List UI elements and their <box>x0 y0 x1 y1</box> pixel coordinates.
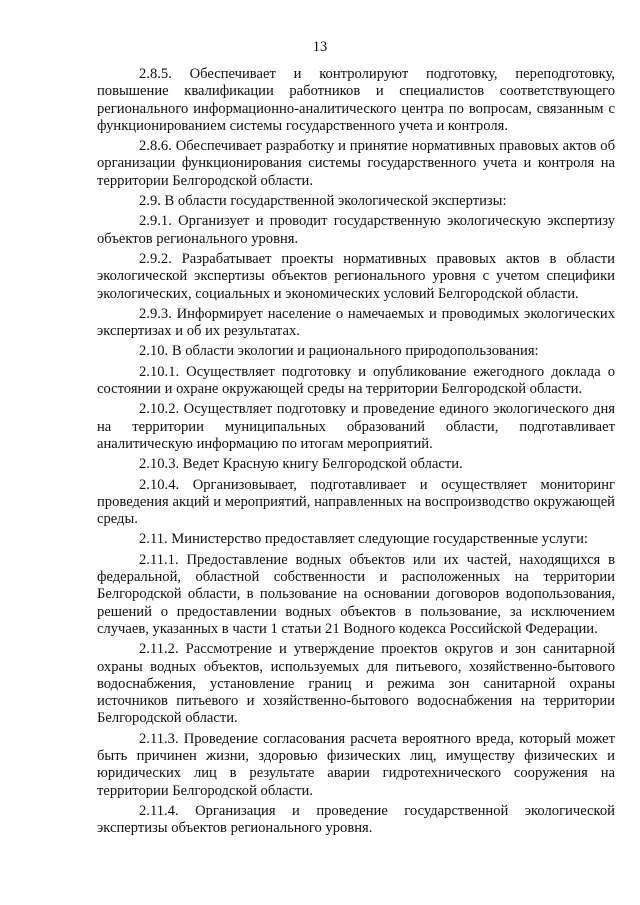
document-body <box>97 66 615 837</box>
section-heading-2-11: 2.11. Министерство предоставляет следующие государственные услуги: <box>139 531 588 548</box>
paragraph-2-10-3: 2.10.3. Ведет Красную книгу Белгородской области. <box>139 456 463 473</box>
paragraph-2-8-5: 2.8.5. Обеспечивает и контролируют подготовку, переподготовку, повышение квалификации работников и специалистов соответствующего регионального информационно-аналитического центра по вопросам, связанным с функционированием системы государственного учета и контроля. <box>97 66 615 134</box>
paragraph-2-8-6: 2.8.6. Обеспечивает разработку и принятие нормативных правовых актов об организации функционирования системы государственного учета и контроля на территории Белгородской области. <box>97 138 615 189</box>
paragraph-2-9-3: 2.9.3. Информирует население о намечаемых и проводимых экологических экспертизах и об их результатах. <box>97 305 615 340</box>
paragraph-2-9-1: 2.9.1. Организует и проводит государственную экологическую экспертизу объектов регионального уровня. <box>97 213 615 247</box>
paragraph-2-11-3: 2.11.3. Проведение согласования расчета вероятного вреда, который может быть причинен жизни, здоровью физических лиц, имуществу физических и юридических лиц в результате аварии гидротехнического сооружения на территории Белгородской области. <box>97 730 615 799</box>
paragraph-2-11-1: 2.11.1. Предоставление водных объектов или их частей, находящихся в федеральной, областной собственности и расположенных на территории Белгородской области, в пользование на основании договоров водопользования, решений о предоставлении водных объектов в пользование, за исключением случаев, указанных в части 1 статьи 21 Водного кодекса Российской Федерации. <box>97 551 615 637</box>
paragraph-2-10-1: 2.10.1. Осуществляет подготовку и опубликование ежегодного доклада о состоянии и охране окружающей среды на территории Белгородской области. <box>97 363 615 398</box>
paragraph-2-10-4: 2.10.4. Организовывает, подготавливает и осуществляет мониторинг проведения акций и мероприятий, направленных на воспроизводство окружающей среды. <box>97 476 615 528</box>
paragraph-2-10-2: 2.10.2. Осуществляет подготовку и проведение единого экологического дня на территории муниципальных образований области, подготавливает аналитическую информацию по итогам мероприятий. <box>97 401 615 452</box>
paragraph-2-9-2: 2.9.2. Разрабатывает проекты нормативных правовых актов в области экологической экспертизы объектов регионального уровня с учетом специфики экологических, социальных и экономических условий Белгородской области. <box>97 250 615 302</box>
section-heading-2-9: 2.9. В области государственной экологической экспертизы: <box>139 193 507 210</box>
paragraph-2-11-4: 2.11.4. Организация и проведение государственной экологической экспертизы объектов регионального уровня. <box>97 802 615 837</box>
page-number: 13 <box>312 39 328 55</box>
paragraph-2-11-2: 2.11.2. Рассмотрение и утверждение проектов округов и зон санитарной охраны водных объектов, используемых для питьевого, хозяйственно-бытового водоснабжения, установление границ и режима зон санитарной охраны источников питьевого и хозяйственно-бытового водоснабжения на территории Белгородской области. <box>97 641 615 727</box>
section-heading-2-10: 2.10. В области экологии и рационального природопользования: <box>139 343 539 360</box>
